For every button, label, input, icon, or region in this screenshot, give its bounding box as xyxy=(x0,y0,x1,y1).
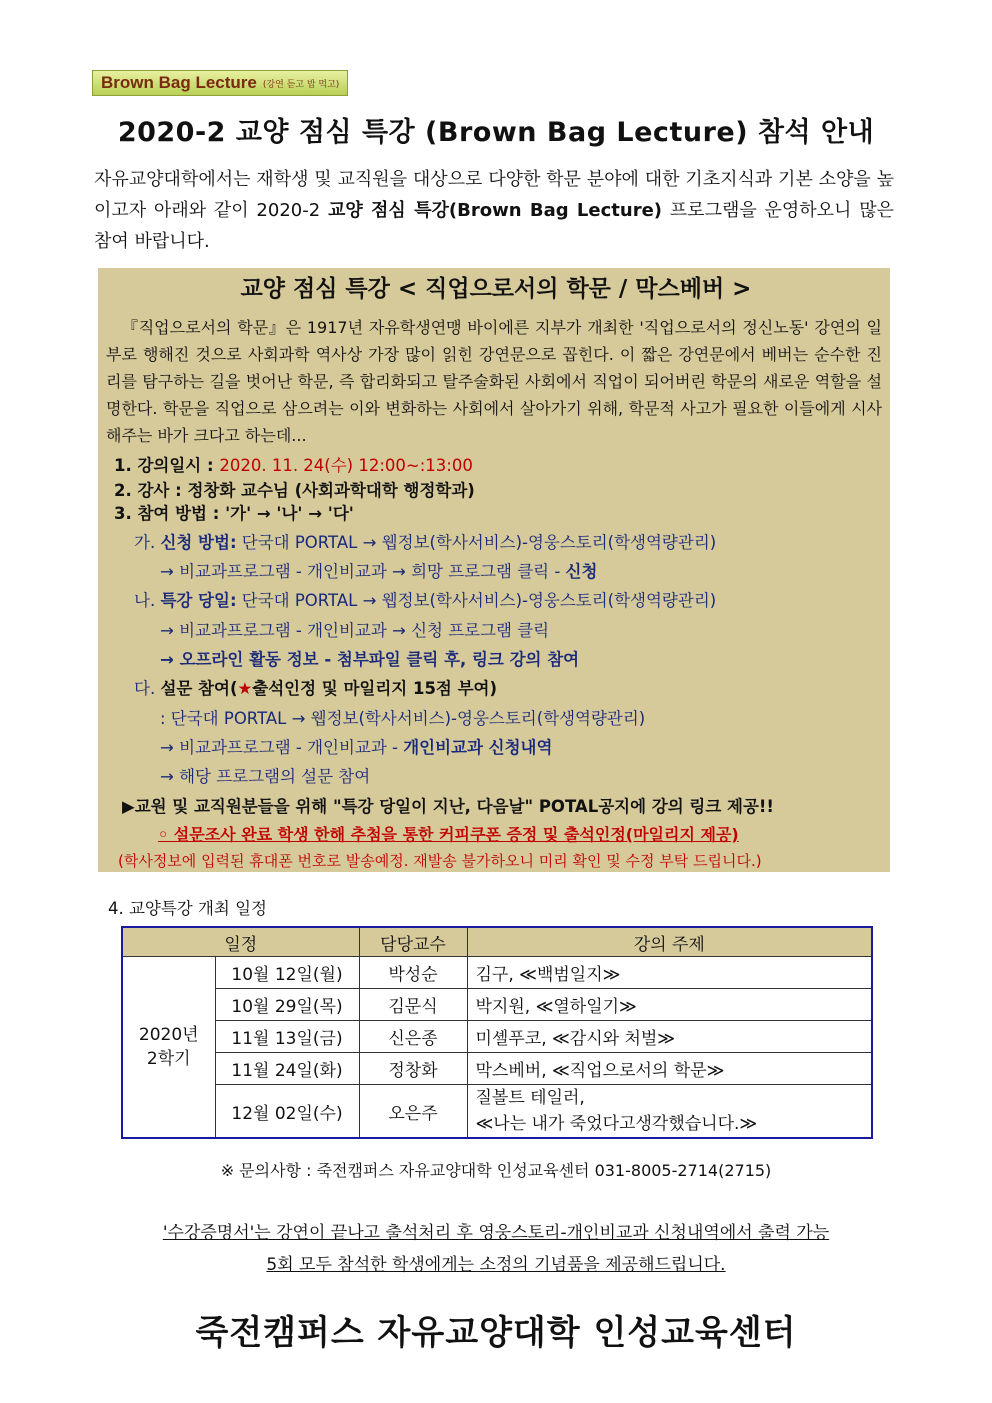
date-cell: 10월 12일(월) xyxy=(215,957,359,989)
table-row xyxy=(122,1085,872,1139)
date-cell: 11월 24일(화) xyxy=(215,1053,359,1085)
brown-bag-logo xyxy=(92,70,348,96)
step-da xyxy=(134,675,497,699)
table-row xyxy=(122,989,872,1021)
intro-text-2: 프로그램을 운영하오니 많은 참여 바랍니다. xyxy=(94,200,894,252)
professor-cell: 박성순 xyxy=(359,957,467,989)
intro-highlight: 교양 점심 특강(Brown Bag Lecture) xyxy=(327,200,663,221)
step-ga-label: 신청 방법: xyxy=(160,533,237,552)
step-da-line2 xyxy=(160,734,552,758)
header-professor: 담당교수 xyxy=(359,927,467,957)
table-row xyxy=(122,1053,872,1085)
step-na-label: 특강 당일: xyxy=(160,591,237,610)
step-ga-apply: 신청 xyxy=(565,562,598,581)
star-icon: ★ xyxy=(237,679,253,698)
step-da-history: 개인비교과 신청내역 xyxy=(403,738,553,757)
step-da-label-a: 설문 참여( xyxy=(160,679,238,698)
step-ga-prefix: 가. xyxy=(134,533,161,552)
step-da-text2: → 비교과프로그램 - 개인비교과 - xyxy=(160,738,404,757)
gift-notice: 5회 모두 참석한 학생에게는 소정의 기념품을 제공해드립니다. xyxy=(266,1255,726,1275)
date-cell: 12월 02일(수) xyxy=(215,1085,359,1139)
header-date: 일정 xyxy=(122,927,359,957)
logo-sub-text: (강연 듣고 밥 먹고) xyxy=(262,79,340,90)
page-title: 2020-2 교양 점심 특강 (Brown Bag Lecture) 참석 안내 xyxy=(117,117,875,148)
step-da-line1: : 단국대 PORTAL → 웹정보(학사서비스)-영웅스토리(학생역량관리) xyxy=(160,709,646,728)
step-da-line3: → 해당 프로그램의 설문 참여 xyxy=(160,767,371,786)
step-ga-text2: → 비교과프로그램 - 개인비교과 → 희망 프로그램 클릭 - xyxy=(160,562,566,581)
topic-cell: 막스베버, ≪직업으로서의 학문≫ xyxy=(467,1053,872,1085)
step-na-text: 단국대 PORTAL → 웹정보(학사서비스)-영웅스토리(학생역량관리) xyxy=(236,591,717,610)
intro-text-1: 자유교양대학에서는 재학생 및 교직원을 대상으로 다양한 학문 분야에 대한 기초지식과 기본 소양을 높이고자 아래와 같이 2020-2 xyxy=(94,169,894,221)
step-na-line2: → 비교과프로그램 - 개인비교과 → 신청 프로그램 클릭 xyxy=(160,621,550,640)
step-na-line3: → 오프라인 활동 정보 - 첨부파일 클릭 후, 링크 강의 참여 xyxy=(160,650,580,669)
step-na xyxy=(134,587,716,611)
organization-name: 죽전캠퍼스 자유교양대학 인성교육센터 xyxy=(195,1313,797,1353)
survey-reward-notice: ◦ 설문조사 완료 학생 한해 추첨을 통한 커피쿠폰 증정 및 출석인정(마일리지 제공) xyxy=(158,825,739,844)
lecture-speaker: 2. 강사 : 정창화 교수님 (사회과학대학 행정학과) xyxy=(114,481,475,500)
step-ga-text: 단국대 PORTAL → 웹정보(학사서비스)-영웅스토리(학생역량관리) xyxy=(236,533,717,552)
lecture-title: 교양 점심 특강 < 직업으로서의 학문 / 막스베버 > xyxy=(240,276,752,302)
participation-method: 3. 참여 방법 : '가' → '나' → '다' xyxy=(114,504,354,523)
staff-notice: ▶교원 및 교직원분들을 위해 "특강 당일이 지난, 다음날" POTAL공지에 강의 링크 제공!! xyxy=(122,797,774,816)
professor-cell: 정창화 xyxy=(359,1053,467,1085)
date-cell: 11월 13일(금) xyxy=(215,1021,359,1053)
lecture-datetime xyxy=(114,452,473,476)
professor-cell: 오은주 xyxy=(359,1085,467,1139)
date-cell: 10월 29일(목) xyxy=(215,989,359,1021)
intro-paragraph xyxy=(94,164,894,257)
topic-line-1: 질볼트 테일러, xyxy=(475,1088,585,1108)
schedule-header-row xyxy=(122,927,872,957)
semester-cell: 2020년 2학기 xyxy=(122,957,215,1139)
datetime-label: 1. 강의일시 : xyxy=(114,456,220,475)
sms-notice: (학사정보에 입력된 휴대폰 번호로 발송예정. 재발송 불가하오니 미리 확인 및 수정 부탁 드립니다.) xyxy=(118,852,762,870)
topic-cell: 미셸푸코, ≪감시와 처벌≫ xyxy=(467,1021,872,1053)
table-row xyxy=(122,957,872,989)
step-na-prefix: 나. xyxy=(134,591,161,610)
step-ga-line2 xyxy=(160,558,597,582)
datetime-value: 2020. 11. 24(수) 12:00~:13:00 xyxy=(219,456,473,475)
lecture-description: 『직업으로서의 학문』은 1917년 자유학생연맹 바이에른 지부가 개최한 '직업으로서의 정신노동' 강연의 일부로 행해진 것으로 사회과학 역사상 가장 많이 읽힌 강연문으로 꼽힌다. 이 짧은 강연문에서 베버는 순수한 진리를 탐구하는 길을 벗어난 학문, 즉 합리화되고 탈주술화된 사회에서 직업이 되어버린 학문의 새로운 역할을 설명한다. 학문을 직업으로 삼으려는 이와 변화하는 사회에서 살아가기 위해, 학문적 사고가 필요한 이들에게 시사해주는 바가 크다고 하는데... xyxy=(106,318,882,445)
header-topic: 강의 주제 xyxy=(467,927,872,957)
step-da-label-b: 출석인정 및 마일리지 15점 부여) xyxy=(252,679,498,698)
contact-note: ※ 문의사항 : 죽전캠퍼스 자유교양대학 인성교육센터 031-8005-2714(2715) xyxy=(220,1161,772,1180)
schedule-table xyxy=(121,926,873,1139)
schedule-title: 4. 교양특강 개최 일정 xyxy=(108,899,267,918)
topic-cell: 김구, ≪백범일지≫ xyxy=(467,957,872,989)
topic-cell xyxy=(467,1085,872,1139)
topic-cell: 박지원, ≪열하일기≫ xyxy=(467,989,872,1021)
logo-main-text: Brown Bag Lecture xyxy=(101,73,257,92)
step-ga xyxy=(134,529,716,553)
table-row xyxy=(122,1021,872,1053)
certificate-notice: '수강증명서'는 강연이 끝나고 출석처리 후 영웅스토리-개인비교과 신청내역에서 출력 가능 xyxy=(162,1223,830,1243)
topic-line-2: ≪나는 내가 죽었다고생각했습니다.≫ xyxy=(475,1114,758,1134)
professor-cell: 신은종 xyxy=(359,1021,467,1053)
step-da-prefix: 다. xyxy=(134,679,161,698)
professor-cell: 김문식 xyxy=(359,989,467,1021)
